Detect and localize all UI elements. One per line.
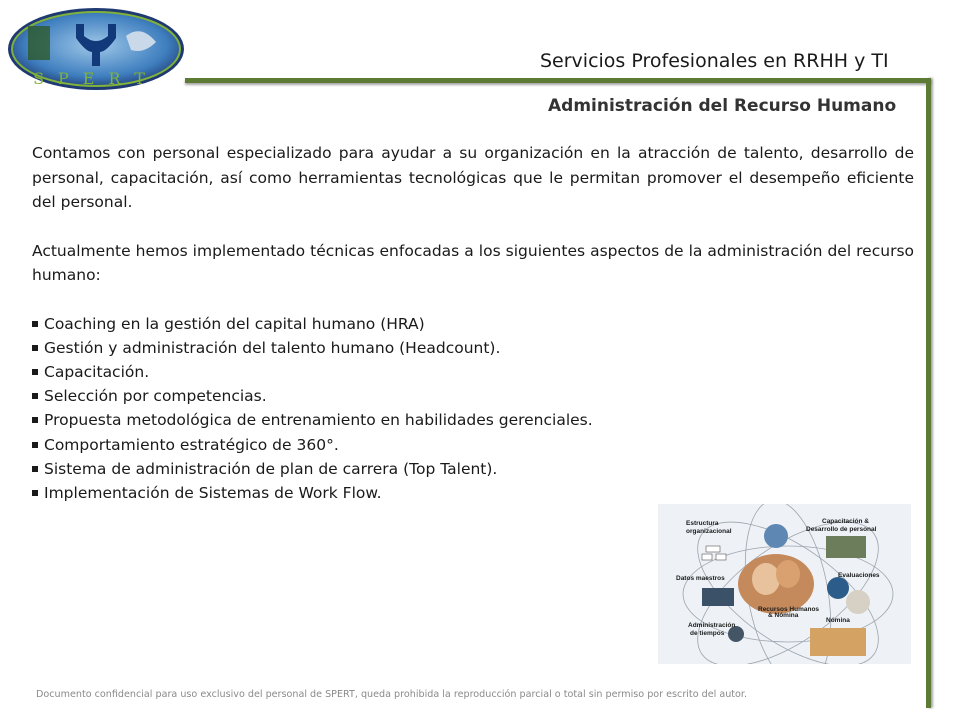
- evaluation-photo: [827, 577, 849, 599]
- list-item: Capacitación.: [32, 360, 914, 384]
- label-capacitacion: Capacitación &: [822, 518, 869, 525]
- bullet-icon: [32, 490, 38, 496]
- label-tiempos: de tiempos: [690, 630, 725, 637]
- evaluation-person-photo: [846, 590, 870, 614]
- bullet-icon: [32, 369, 38, 375]
- right-divider: [926, 78, 931, 708]
- label-estructura: Estructura: [686, 520, 719, 527]
- label-organizacional: organizacional: [686, 528, 732, 535]
- label-center-nomina: & Nómina: [768, 612, 799, 619]
- list-item: Comportamiento estratégico de 360°.: [32, 433, 914, 457]
- aspects-list: [32, 312, 914, 506]
- label-nomina: Nómina: [826, 617, 850, 624]
- label-evaluaciones: Evaluaciones: [838, 572, 880, 579]
- bullet-icon: [32, 466, 38, 472]
- bullet-icon: [32, 417, 38, 423]
- top-divider: [185, 78, 931, 83]
- main-content: [32, 141, 914, 505]
- bullet-icon: [32, 393, 38, 399]
- logo-text: SPERT: [33, 69, 159, 88]
- list-item: Sistema de administración de plan de carrera (Top Talent).: [32, 457, 914, 481]
- label-desarrollo: Desarrollo de personal: [806, 526, 877, 533]
- list-item: Implementación de Sistemas de Work Flow.: [32, 481, 914, 505]
- techniques-paragraph: Actualmente hemos implementado técnicas enfocadas a los siguientes aspectos de la administración del recurso humano:: [32, 241, 914, 284]
- list-item: Propuesta metodológica de entrenamiento en habilidades gerenciales.: [32, 408, 914, 432]
- intro-paragraph: Contamos con personal especializado para ayudar a su organización en la atracción de talento, desarrollo de personal, capacitación, así como herramientas tecnológicas que le permitan promover el desempeño eficiente del personal.: [32, 144, 914, 211]
- list-item: Coaching en la gestión del capital humano (HRA): [32, 312, 914, 336]
- list-item: Selección por competencias.: [32, 384, 914, 408]
- label-center: Recursos Humanos: [758, 606, 820, 613]
- confidentiality-footer: Documento confidencial para uso exclusivo del personal de SPERT, queda prohibida la reproducción parcial o total sin permiso por escrito del autor.: [36, 689, 748, 700]
- header-title: Servicios Profesionales en RRHH y TI: [540, 50, 889, 72]
- master-data-photo: [702, 588, 734, 606]
- development-photo: [826, 536, 866, 558]
- payroll-photo: [810, 628, 866, 656]
- training-photo: [764, 524, 788, 548]
- bullet-icon: [32, 321, 38, 327]
- list-item: Gestión y administración del talento humano (Headcount).: [32, 336, 914, 360]
- spert-logo: [6, 6, 186, 92]
- hr-diagram: [658, 504, 911, 664]
- section-title: Administración del Recurso Humano: [548, 96, 897, 116]
- bullet-icon: [32, 345, 38, 351]
- label-datos-maestros: Datos maestros: [676, 575, 725, 582]
- bullet-icon: [32, 442, 38, 448]
- label-administracion: Administración: [688, 622, 736, 629]
